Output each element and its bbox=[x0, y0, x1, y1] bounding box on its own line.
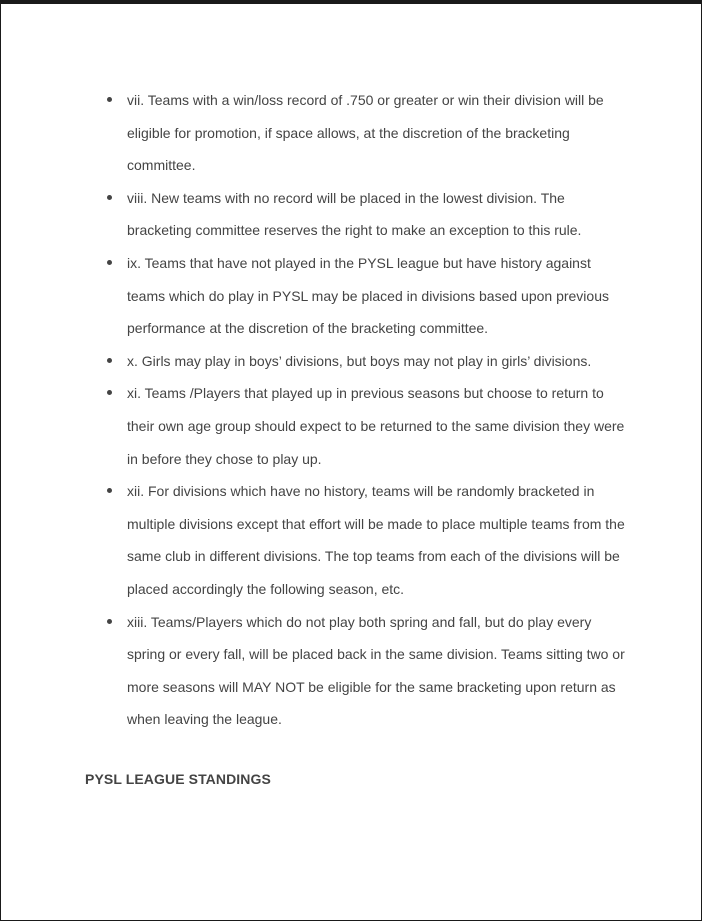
list-item bbox=[101, 247, 631, 345]
list-item bbox=[101, 606, 631, 736]
bullet-icon bbox=[107, 260, 112, 265]
bullet-icon bbox=[107, 358, 112, 363]
rule-text-x: x. Girls may play in boys’ divisions, but boys may not play in girls’ divisions. bbox=[127, 352, 592, 369]
bullet-icon bbox=[107, 97, 112, 102]
rule-text-viii: viii. New teams with no record will be placed in the lowest division. The bracketing committee reserves the right to make an exception to this rule. bbox=[127, 189, 582, 239]
list-item bbox=[101, 475, 631, 605]
bullet-icon bbox=[107, 390, 112, 395]
list-item bbox=[101, 182, 631, 247]
rule-text-vii: vii. Teams with a win/loss record of .750 or greater or win their division will be eligible for promotion, if space allows, at the discretion of the bracketing committee. bbox=[127, 92, 604, 174]
list-item bbox=[101, 345, 631, 378]
section-heading: PYSL LEAGUE STANDINGS bbox=[85, 771, 271, 787]
list-item bbox=[101, 377, 631, 475]
bullet-icon bbox=[107, 619, 112, 624]
bullet-icon bbox=[107, 488, 112, 493]
bullet-icon bbox=[107, 195, 112, 200]
bracketing-rules-list bbox=[101, 84, 631, 736]
rule-text-xiii: xiii. Teams/Players which do not play both spring and fall, but do play every spring or every fall, will be placed back in the same division. Teams sitting two or more seasons will MAY NOT be eligible for the same bracketing upon return as when leaving the league. bbox=[127, 613, 625, 728]
rule-text-ix: ix. Teams that have not played in the PYSL league but have history against teams which do play in PYSL may be placed in divisions based upon previous performance at the discretion of the bracketing committee. bbox=[127, 254, 609, 337]
list-item bbox=[101, 84, 631, 182]
rule-text-xii: xii. For divisions which have no history, teams will be randomly bracketed in multiple divisions except that effort will be made to place multiple teams from the same club in different divisions. The top teams from each of the divisions will be placed accordingly the following season, etc. bbox=[127, 483, 625, 597]
rule-text-xi: xi. Teams /Players that played up in previous seasons but choose to return to their own age group should expect to be returned to the same division they were in before they chose to play up. bbox=[127, 385, 625, 467]
